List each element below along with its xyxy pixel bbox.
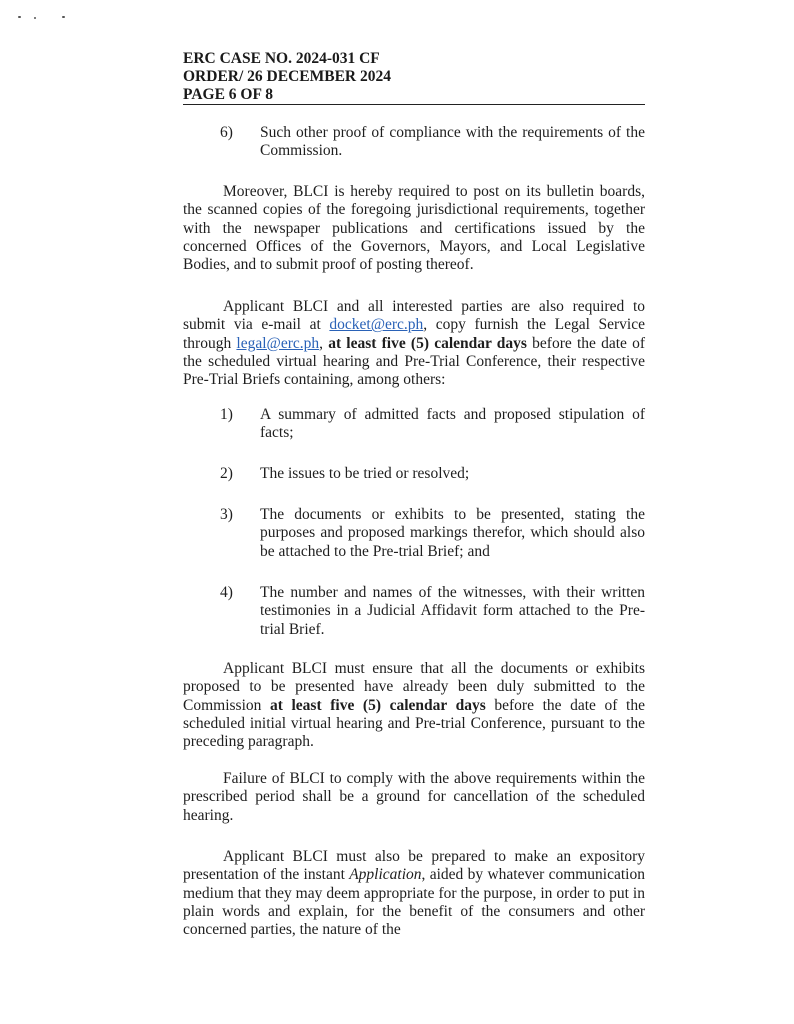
ensure-text-1: Applicant BLCI must ensure that all the documents or exhibits proposed to be presented have already been duly submitted to the Commission <box>183 660 645 714</box>
header-rule <box>183 104 645 105</box>
list-item-text: Such other proof of compliance with the requirements of the Commission. <box>260 124 645 160</box>
ensure-paragraph <box>183 660 645 751</box>
document-header <box>183 50 645 104</box>
briefs-text-1: Applicant BLCI and all interested parties are also required to submit via e-mail at <box>183 298 645 334</box>
list-item-number: 6) <box>220 124 233 141</box>
posting-paragraph-text: Moreover, BLCI is hereby required to post on its bulletin boards, the scanned copies of the foregoing jurisdictional requirements, together with the newspaper publications and certifications issued by the concerned Offices of the Governors, Mayors, and Local Legislative Bodies, and to submit proof of posting thereof. <box>183 183 645 274</box>
expository-paragraph <box>183 848 645 939</box>
order-date: ORDER/ 26 DECEMBER 2024 <box>183 68 391 85</box>
page-indicator: PAGE 6 OF 8 <box>183 86 273 103</box>
list-item-text: The documents or exhibits to be presented, stating the purposes and proposed markings therefor, which should also be attached to the Pre-trial Brief; and <box>260 506 645 560</box>
list-item-number: 4) <box>220 584 233 601</box>
scan-speck <box>62 16 65 18</box>
posting-paragraph <box>183 183 645 274</box>
list-item-text: A summary of admitted facts and proposed stipulation of facts; <box>260 406 645 442</box>
briefs-text-2: , copy furnish the Legal Service through <box>183 316 645 352</box>
failure-paragraph <box>183 770 645 825</box>
list-item-number: 2) <box>220 465 233 482</box>
case-number: ERC CASE NO. 2024-031 CF <box>183 50 380 67</box>
failure-paragraph-text: Failure of BLCI to comply with the above requirements within the prescribed period shall be a ground for cancellation of the scheduled hearing. <box>183 770 645 824</box>
list-item-text: The issues to be tried or resolved; <box>260 465 470 482</box>
briefs-text-3: , <box>319 334 329 352</box>
list-item-number: 1) <box>220 406 233 423</box>
list-item-number: 3) <box>220 506 233 523</box>
briefs-deadline-bold: at least five (5) calendar days <box>328 334 527 352</box>
expository-text-1: Applicant BLCI must also be prepared to make an expository presentation of the instant <box>183 848 645 884</box>
scan-speck <box>18 16 21 18</box>
briefs-text-4: before the date of the scheduled virtual hearing and Pre-Trial Conference, their respective Pre-Trial Briefs containing, among others: <box>183 334 646 389</box>
ensure-text-2: before the date of the scheduled initial virtual hearing and Pre-trial Conference, pursuant to the preceding paragraph. <box>183 696 645 751</box>
ensure-deadline-bold: at least five (5) calendar days <box>269 696 486 714</box>
expository-text-2: , aided by whatever communication medium that they may deem appropriate for the purpose, in order to put in plain words and explain, for the benefit of the consumers and other concerned parties, the nature of the <box>183 866 645 939</box>
briefs-paragraph <box>183 298 645 389</box>
scan-speck <box>34 17 36 19</box>
application-italic: Application <box>349 866 422 884</box>
list-item-text: The number and names of the witnesses, with their written testimonies in a Judicial Affidavit form attached to the Pre-trial Brief. <box>260 584 645 638</box>
legal-email-link[interactable]: legal@erc.ph <box>236 334 320 352</box>
docket-email-link[interactable]: docket@erc.ph <box>329 316 424 334</box>
